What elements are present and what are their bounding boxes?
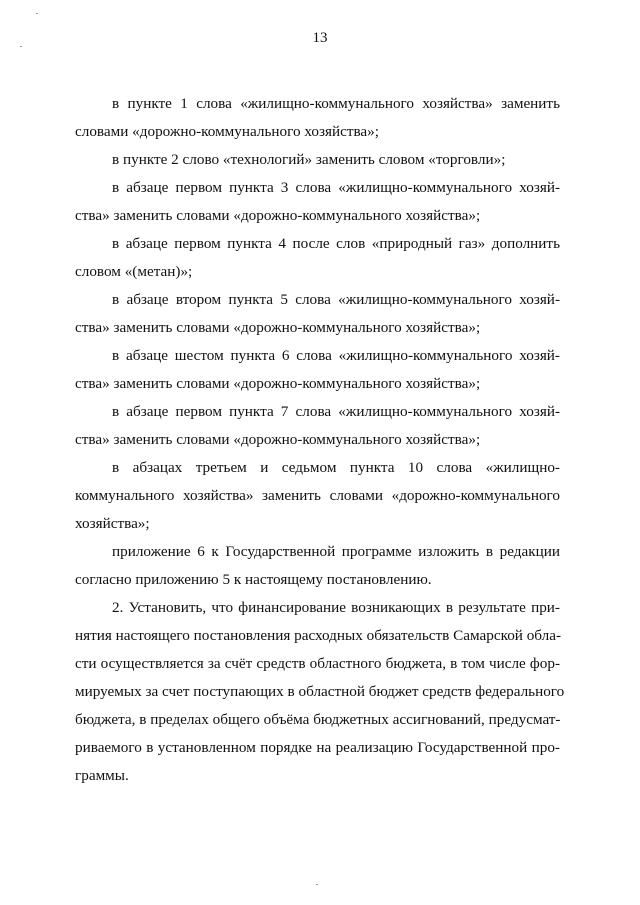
text-line: нятия настоящего постановления расходных обязательств Самарской обла- <box>75 627 562 644</box>
text-line: мируемых за счет поступающих в областной бюджет средств федерального <box>75 683 565 700</box>
text-line: бюджета, в пределах общего объёма бюджетных ассигнований, предусмат- <box>75 711 561 728</box>
text-line: в абзаце первом пункта 3 слова «жилищно-коммунального хозяй- <box>112 179 560 196</box>
text-line: в абзаце первом пункта 4 после слов «природный газ» дополнить <box>112 235 560 252</box>
text-line: хозяйства»; <box>75 515 150 532</box>
text-line: коммунального хозяйства» заменить словами «дорожно-коммунального <box>75 487 560 504</box>
text-line: 2. Установить, что финансирование возникающих в результате при- <box>112 599 560 616</box>
scan-speck <box>316 884 318 885</box>
text-line: согласно приложению 5 к настоящему постановлению. <box>75 571 432 588</box>
text-line: ства» заменить словами «дорожно-коммунального хозяйства»; <box>75 207 481 224</box>
scan-speck <box>36 13 38 14</box>
text-line: граммы. <box>75 767 129 784</box>
text-line: ства» заменить словами «дорожно-коммунального хозяйства»; <box>75 375 481 392</box>
text-line: в абзаце первом пункта 7 слова «жилищно-коммунального хозяй- <box>112 403 560 420</box>
text-line: в пункте 1 слова «жилищно-коммунального хозяйства» заменить <box>112 95 560 112</box>
text-line: приложение 6 к Государственной программе изложить в редакции <box>112 543 560 560</box>
text-line: словом «(метан)»; <box>75 263 193 280</box>
text-line: словами «дорожно-коммунального хозяйства»; <box>75 123 379 140</box>
page-number: 13 <box>312 30 328 46</box>
text-line: в пункте 2 слово «технологий» заменить словом «торговли»; <box>112 151 506 168</box>
text-line: ства» заменить словами «дорожно-коммунального хозяйства»; <box>75 319 481 336</box>
text-line: в абзаце шестом пункта 6 слова «жилищно-коммунального хозяй- <box>112 347 560 364</box>
text-line: ства» заменить словами «дорожно-коммунального хозяйства»; <box>75 431 481 448</box>
text-line: риваемого в установленном порядке на реализацию Государственной про- <box>75 739 560 756</box>
text-line: сти осуществляется за счёт средств областного бюджета, в том числе фор- <box>75 655 560 672</box>
text-line: в абзацах третьем и седьмом пункта 10 слова «жилищно- <box>112 459 560 476</box>
text-line: в абзаце втором пункта 5 слова «жилищно-коммунального хозяй- <box>112 291 560 308</box>
document-body <box>75 90 565 790</box>
